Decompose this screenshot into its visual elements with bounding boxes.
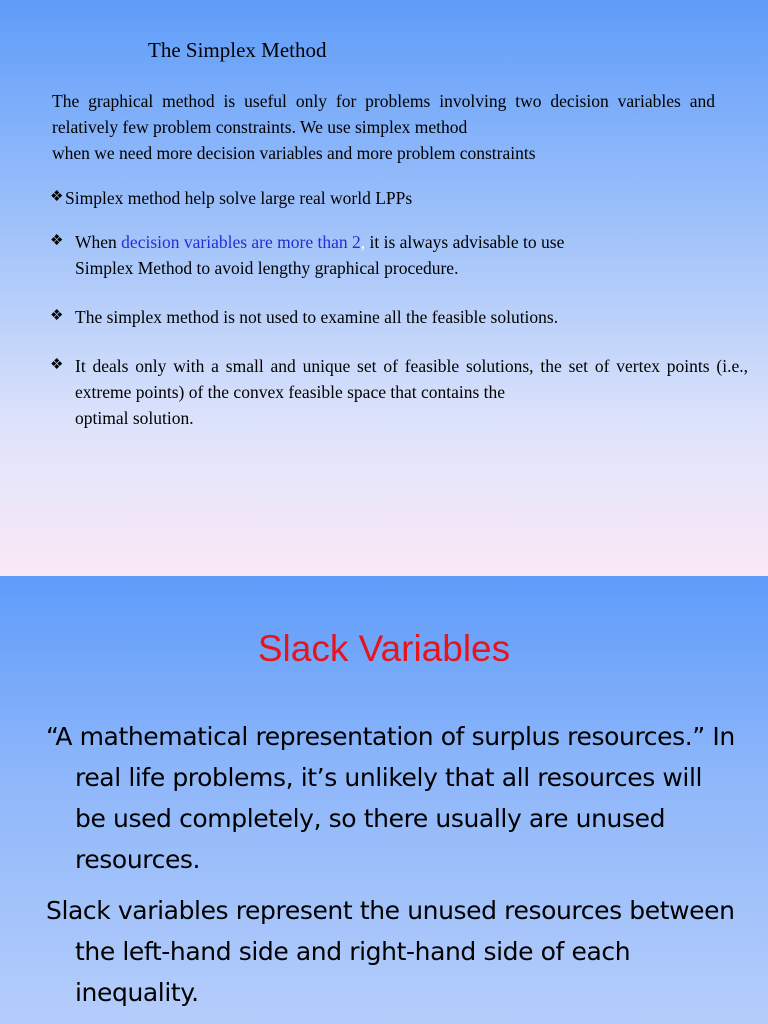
- bullet-item-not-all-solutions: [50, 304, 748, 330]
- bullet-text-post: it is always advisable to use: [365, 232, 565, 252]
- bullet-text: [75, 353, 748, 431]
- bullet-text-tail: Simplex Method to avoid lengthy graphical procedure.: [75, 258, 459, 278]
- bullet-text-pre: When: [75, 232, 122, 252]
- diamond-bullet-icon: ❖: [50, 233, 64, 249]
- slack-description-paragraph: Slack variables represent the unused resources between the left-hand side and right-hand side of each inequality.: [46, 896, 735, 1007]
- bullet-item-large-lpps: [50, 185, 412, 211]
- bullet-text-tail: optimal solution.: [75, 408, 194, 428]
- bullet-item-decision-variables: [50, 229, 748, 281]
- highlight-comma: ,: [360, 232, 366, 252]
- diamond-bullet-icon: ❖: [50, 357, 64, 373]
- bullet-text-main: It deals only with a small and unique set of feasible solutions, the set of vertex points (i.e., extreme points) of the convex feasible space that contains the: [75, 356, 748, 402]
- highlighted-phrase: decision variables are more than 2: [121, 232, 361, 252]
- intro-text: The graphical method is useful only for problems involving two decision variables and relatively few problem constraints. We use simplex method: [52, 91, 715, 137]
- bullet-text: The simplex method is not used to examine all the feasible solutions.: [75, 307, 559, 327]
- definition-paragraph: “A mathematical representation of surplus resources.” In real life problems, it’s unlikely that all resources will be used completely, so there usually are unused resources.: [46, 722, 735, 874]
- slide-title: The Simplex Method: [148, 38, 327, 62]
- bullet-item-vertex-points: [50, 353, 748, 431]
- intro-paragraph: [52, 88, 715, 166]
- bullet-text: Simplex method help solve large real world LPPs: [65, 188, 413, 208]
- bullet-text: [75, 229, 748, 281]
- slide-title: Slack Variables: [257, 628, 511, 669]
- intro-text-tail: when we need more decision variables and more problem constraints: [52, 143, 536, 163]
- diamond-bullet-icon: ❖: [50, 308, 64, 324]
- slide-slack-variables: [0, 576, 768, 1024]
- diamond-bullet-icon: ❖: [50, 189, 64, 205]
